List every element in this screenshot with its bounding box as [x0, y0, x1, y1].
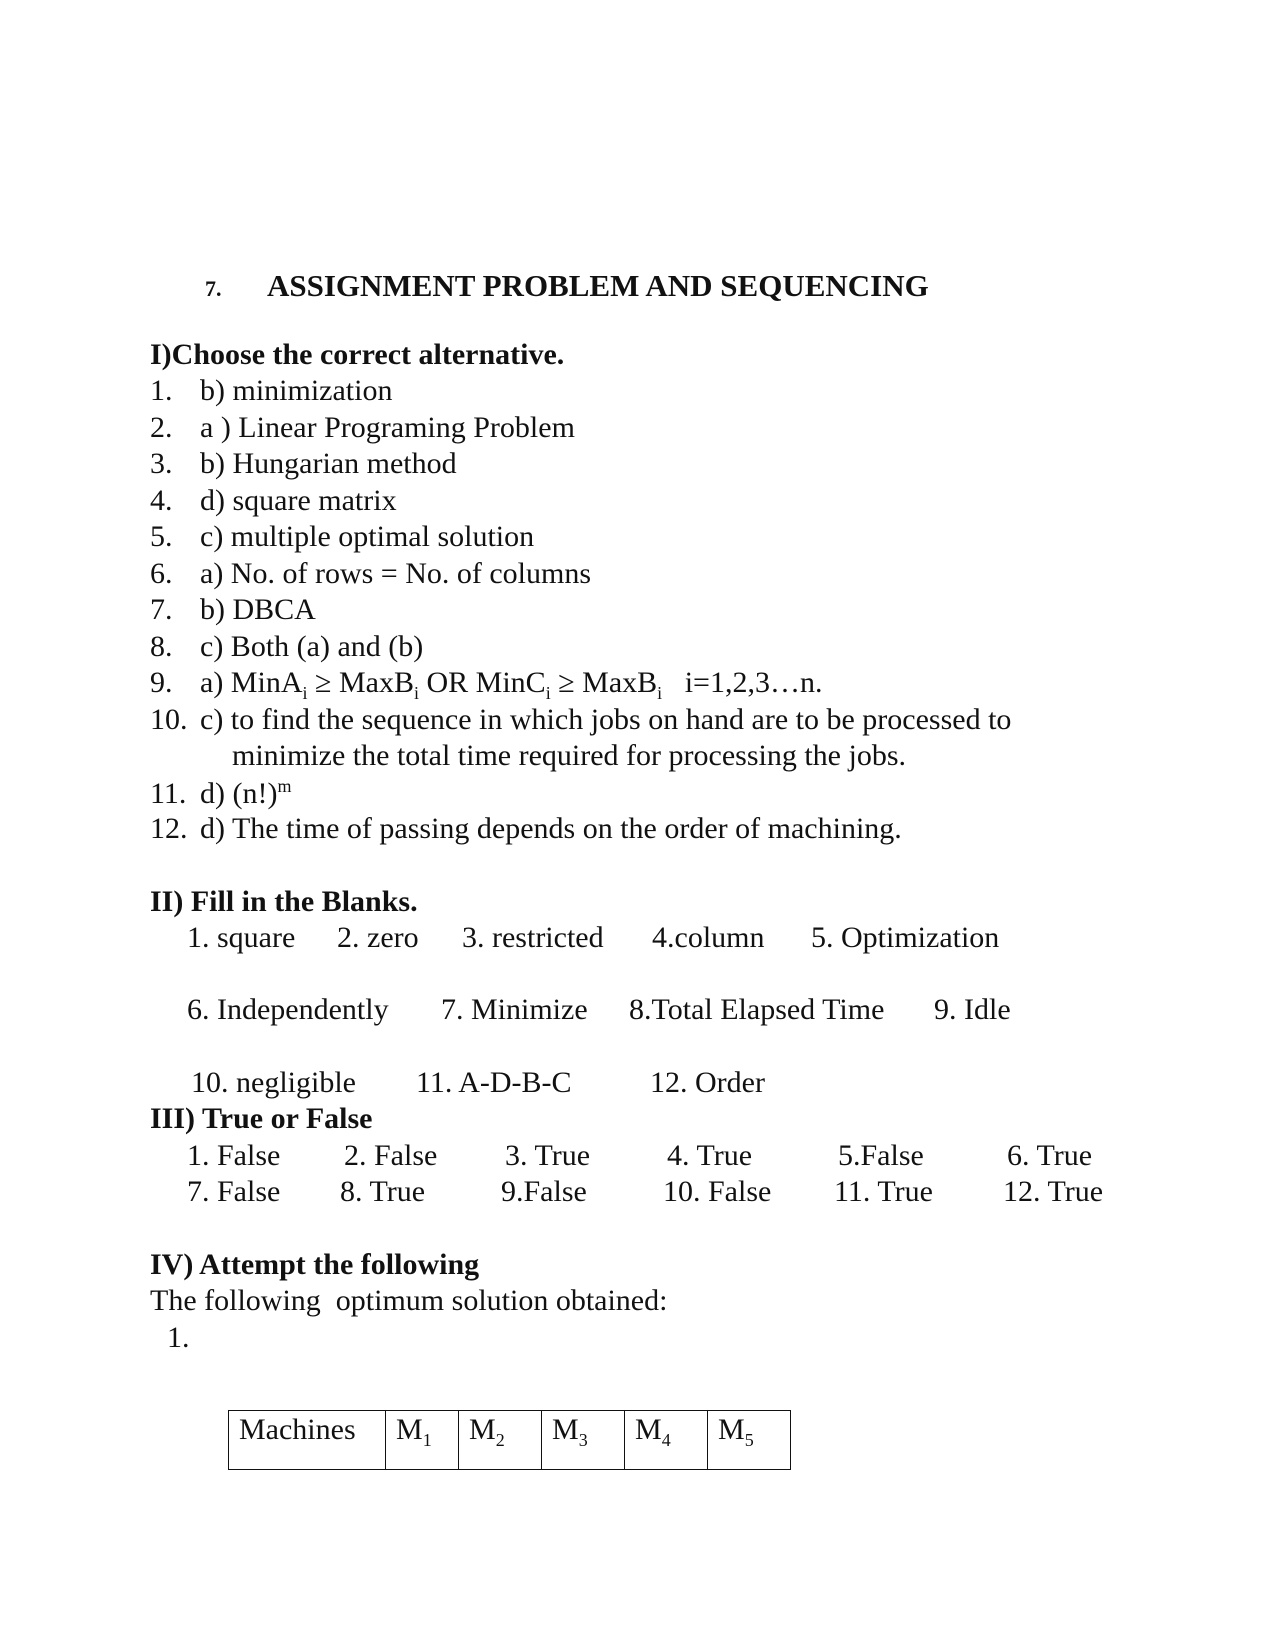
list-item: 1. b) minimization	[150, 374, 393, 407]
tf-answer: 10. False	[663, 1175, 772, 1208]
tf-answer: 3. True	[505, 1139, 591, 1172]
section4-item-number: 1.	[167, 1321, 190, 1354]
tf-answer: 4. True	[667, 1139, 753, 1172]
machines-table	[228, 1410, 791, 1470]
tf-answer: 11. True	[834, 1175, 933, 1208]
fill-answer: 12. Order	[650, 1066, 765, 1099]
list-item: 6. a) No. of rows = No. of columns	[150, 557, 592, 590]
list-item-11: 11. d) $(n!)^m$	[150, 776, 292, 810]
list-item: 3. b) Hungarian method	[150, 447, 457, 480]
machine-cell: $M_2$	[459, 1411, 542, 1470]
list-item: 4. d) square matrix	[150, 484, 397, 517]
machine-cell: $M_5$	[708, 1411, 791, 1470]
fill-answer: 5. Optimization	[811, 921, 1000, 954]
tf-answer: 9.False	[501, 1175, 587, 1208]
list-item: 8. c) Both (a) and (b)	[150, 630, 424, 663]
fill-answer: 10. negligible	[191, 1066, 356, 1099]
fill-row-3	[0, 1066, 1275, 1102]
list-item-9: 9. a) MinA$_i$ ≥ MaxB$_i$ OR MinC$_i$ ≥ MaxB$_i$ i=1,2,3…n.	[150, 666, 823, 703]
tf-answer: 8. True	[340, 1175, 426, 1208]
section3-heading: III) True or False	[150, 1102, 373, 1135]
chapter-number: 7.	[205, 276, 222, 301]
list-item-12: 12. d) The time of passing depends on the order of machining.	[150, 812, 902, 845]
chapter-title-text: ASSIGNMENT PROBLEM AND SEQUENCING	[267, 268, 929, 303]
machine-cell: $M_1$	[386, 1411, 459, 1470]
list-item-10-continued: minimize the total time required for processing the jobs.	[232, 739, 906, 772]
fill-answer: 1. square	[187, 921, 296, 954]
fill-answer: 9. Idle	[934, 993, 1011, 1026]
machine-cell: $M_3$	[542, 1411, 625, 1470]
fill-row-2	[0, 993, 1275, 1029]
tf-row-2	[0, 1175, 1275, 1211]
section2-heading: II) Fill in the Blanks.	[150, 885, 418, 918]
list-item: 7. b) DBCA	[150, 593, 316, 626]
tf-answer: 7. False	[187, 1175, 281, 1208]
list-item: 5. c) multiple optimal solution	[150, 520, 535, 553]
tf-answer: 6. True	[1007, 1139, 1093, 1172]
fill-answer: 11. A-D-B-C	[416, 1066, 572, 1099]
list-item-10: 10. c) to find the sequence in which jobs on hand are to be processed to	[150, 703, 1012, 736]
section4-heading: IV) Attempt the following	[150, 1248, 480, 1281]
fill-answer: 8.Total Elapsed Time	[629, 993, 885, 1026]
tf-row-1	[0, 1139, 1275, 1175]
list-item: 2. a ) Linear Programing Problem	[150, 411, 575, 444]
tf-answer: 1. False	[187, 1139, 281, 1172]
machine-cell: $M_4$	[625, 1411, 708, 1470]
fill-answer: 3. restricted	[462, 921, 604, 954]
section1-heading: I)Choose the correct alternative.	[150, 338, 565, 371]
fill-answer: 6. Independently	[187, 993, 389, 1026]
table-row	[229, 1411, 791, 1470]
section4-intro: The following optimum solution obtained:	[150, 1284, 668, 1317]
tf-answer: 2. False	[344, 1139, 438, 1172]
fill-answer: 2. zero	[337, 921, 419, 954]
table-header-cell: Machines	[229, 1411, 386, 1470]
tf-answer: 5.False	[838, 1139, 924, 1172]
chapter-title	[205, 268, 929, 304]
fill-answer: 4.column	[652, 921, 765, 954]
tf-answer: 12. True	[1003, 1175, 1104, 1208]
fill-row-1	[0, 921, 1275, 957]
fill-answer: 7. Minimize	[441, 993, 588, 1026]
